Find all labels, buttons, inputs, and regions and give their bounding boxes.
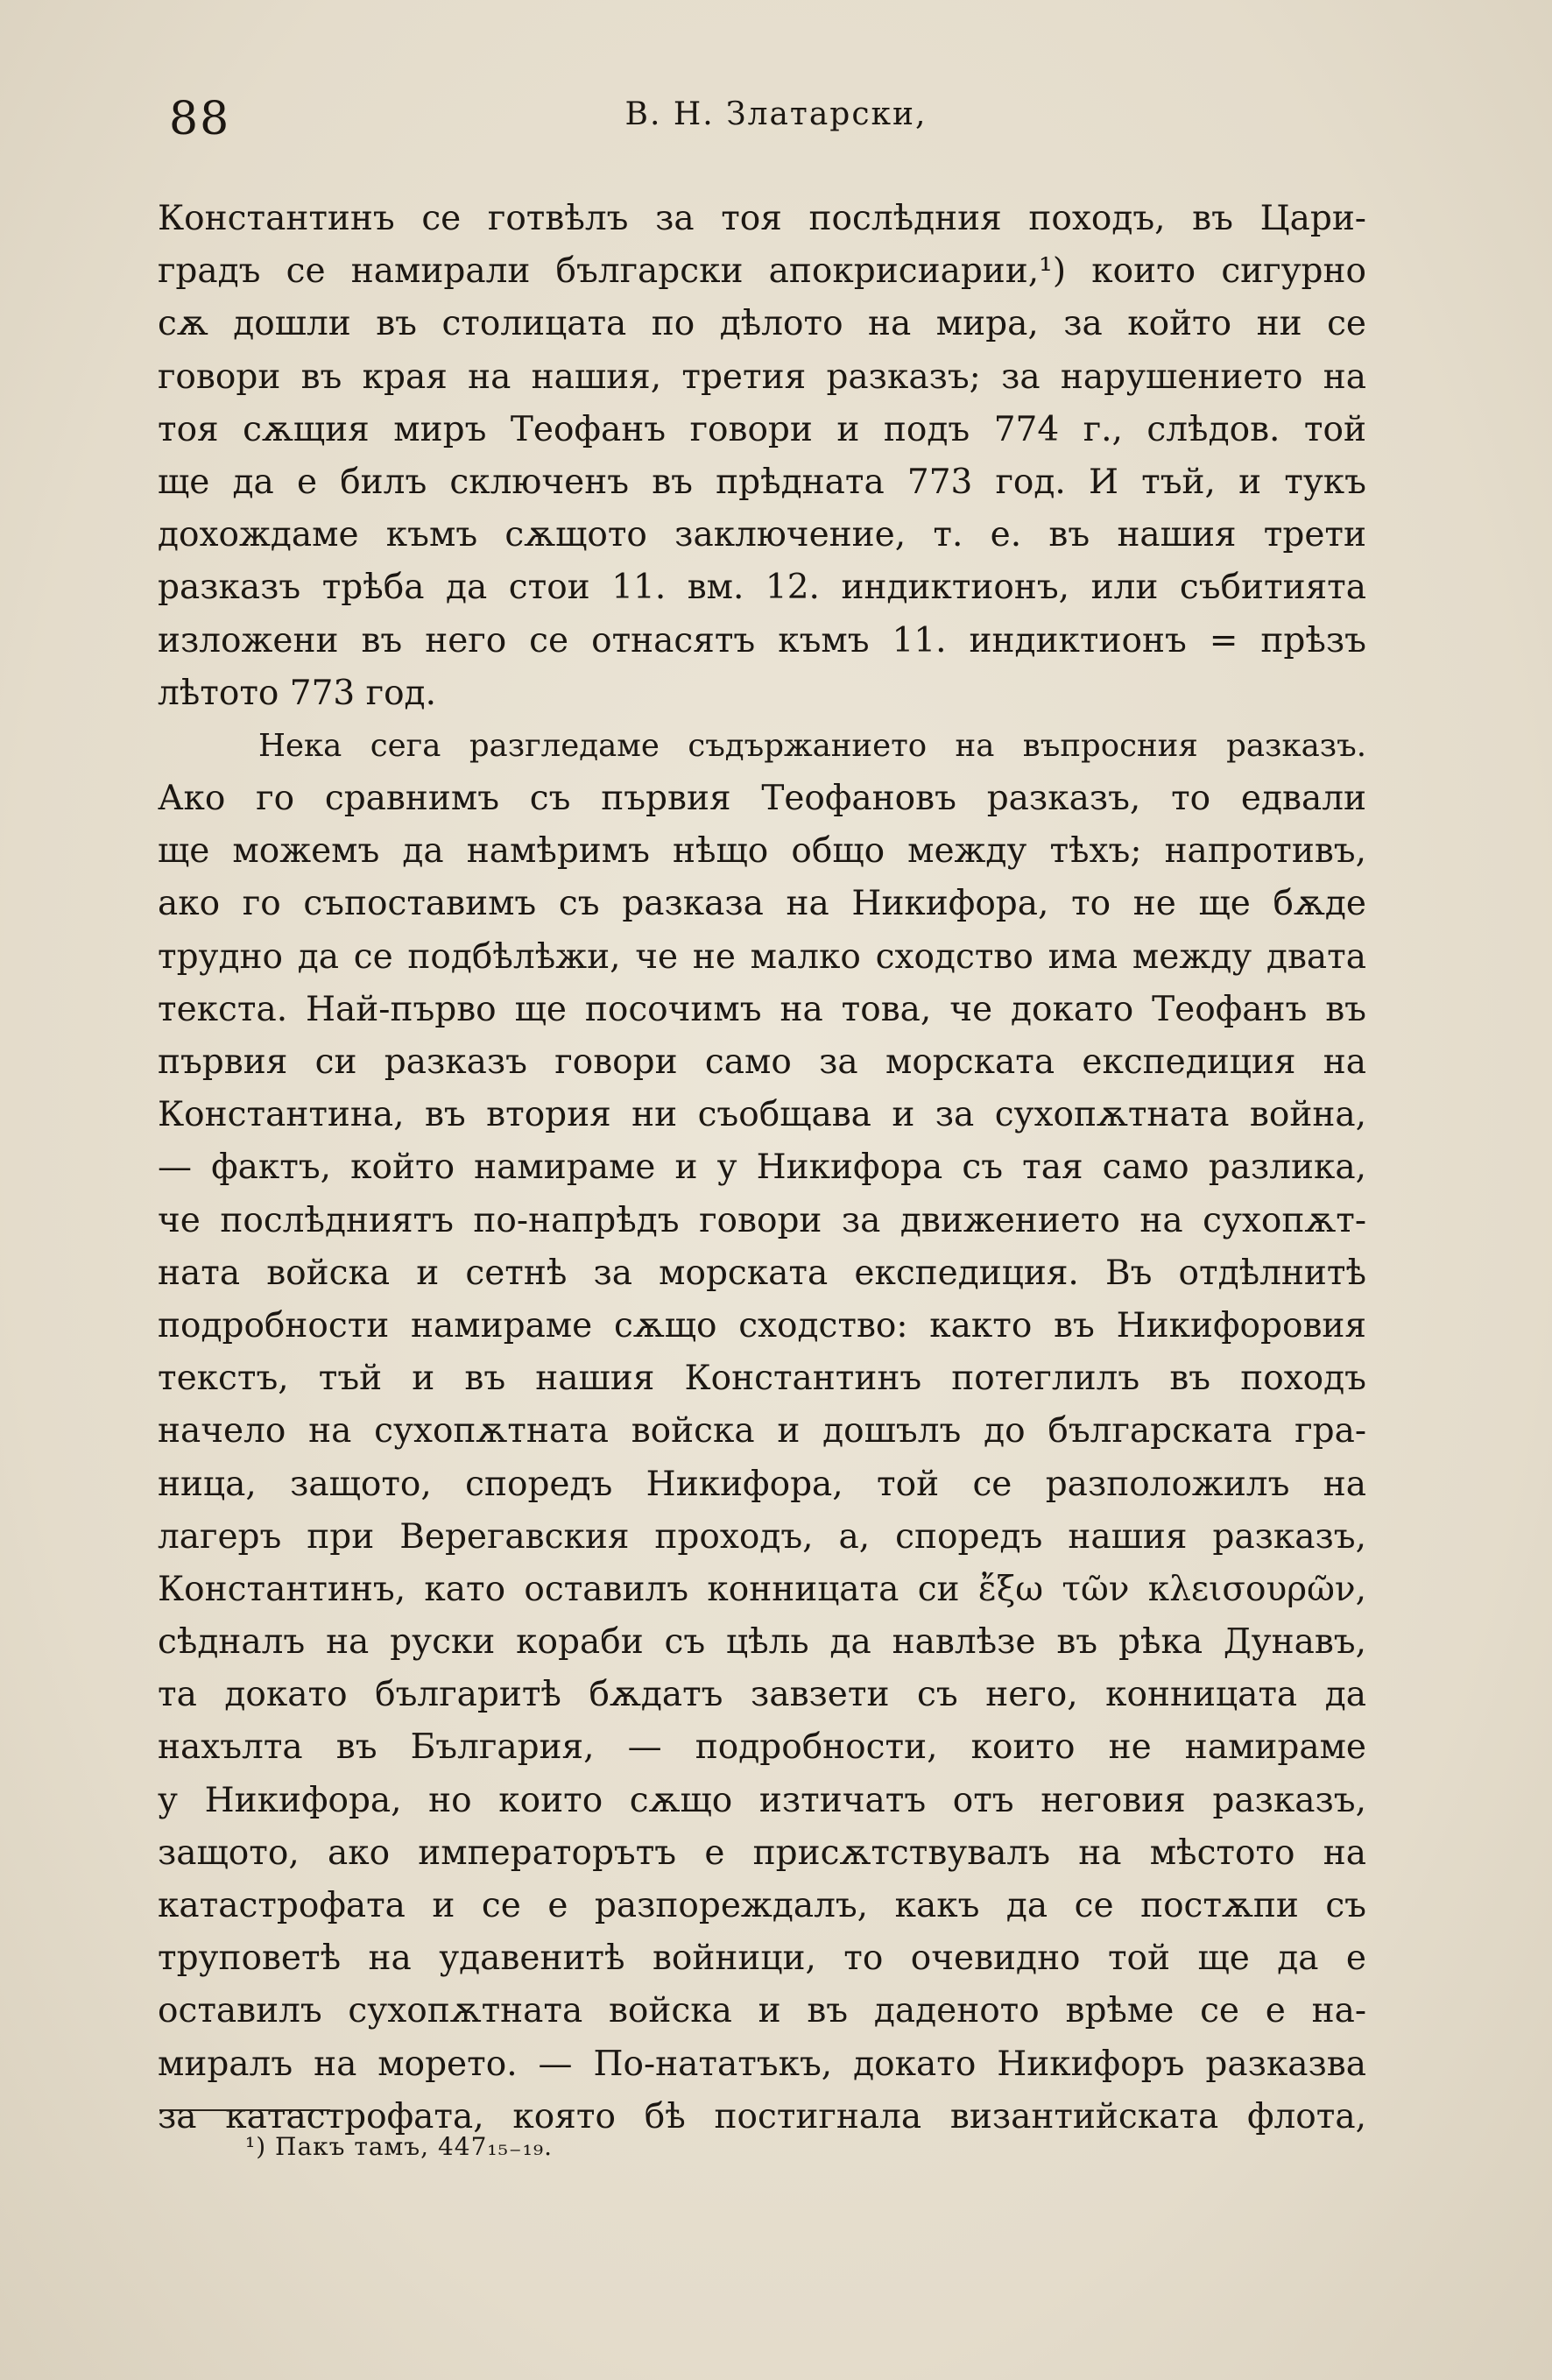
text-line: ще можемъ да намѣримъ нѣщо общо между тѣхъ; напротивъ, (158, 831, 1366, 872)
text-line: лагеръ при Верегавския проходъ, а, споредъ нашия разказъ, (158, 1516, 1366, 1557)
paragraph-end-line: лѣтото 773 год. (158, 673, 436, 713)
text-line: начело на сухопѫтната войска и дошълъ до българската гра- (158, 1411, 1366, 1451)
text-line: първия си разказъ говори само за морската експедиция на (158, 1042, 1366, 1082)
text-line: ница, защото, споредъ Никифора, той се разположилъ на (158, 1464, 1366, 1504)
text-line: ната войска и сетнѣ за морската експедиция. Въ отдѣлнитѣ (158, 1253, 1366, 1293)
text-line: та докато българитѣ бѫдатъ завзети съ него, конницата да (158, 1675, 1366, 1715)
text-line: ако го съпоставимъ съ разказа на Никифора, то не ще бѫде (158, 884, 1366, 924)
text-line: сѫ дошли въ столицата по дѣлото на мира, за който ни се (158, 304, 1366, 344)
text-line: нахълта въ България, — подробности, които не намираме (158, 1727, 1366, 1768)
page-number: 88 (169, 93, 231, 145)
text-line: текстъ, тъй и въ нашия Константинъ потеглилъ въ походъ (158, 1359, 1366, 1399)
text-line: тоя сѫщия миръ Теофанъ говори и подъ 774 г., слѣдов. той (158, 409, 1366, 449)
running-title: В. Н. Златарски, (624, 96, 928, 132)
text-line: защото, ако императорътъ е присѫтствувалъ на мѣстото на (158, 1833, 1366, 1873)
text-line: говори въ края на нашия, третия разказъ; за нарушението на (158, 357, 1366, 397)
text-line: изложени въ него се отнасятъ къмъ 11. индиктионъ = прѣзъ (158, 620, 1366, 660)
text-line: у Никифора, но които сѫщо изтичатъ отъ неговия разказъ, (158, 1780, 1366, 1820)
text-line: че послѣдниятъ по-напрѣдъ говори за движението на сухопѫт- (158, 1200, 1366, 1240)
text-line: градъ се намирали български апокрисиарии,¹) които сигурно (158, 251, 1366, 292)
footnote-rule (159, 2109, 330, 2111)
text-line: сѣдналъ на руски кораби съ цѣль да навлѣзе въ рѣка Дунавъ, (158, 1622, 1366, 1663)
text-line: труповетѣ на удавенитѣ войници, то очевидно той ще да е (158, 1939, 1366, 1979)
text-line: миралъ на морето. — По-нататъкъ, докато Никифоръ разказва (158, 2044, 1366, 2084)
text-line: текста. Най-първо ще посочимъ на това, че докато Теофанъ въ (158, 989, 1366, 1029)
text-line: Константинъ, като оставилъ конницата си ἔξω τῶν κλεισουρῶν, (158, 1569, 1366, 1609)
text-line: дохождаме къмъ сѫщото заключение, т. е. въ нашия трети (158, 515, 1366, 555)
footnote: ¹) Пакъ тамъ, 447₁₅₋₁₉. (245, 2132, 553, 2161)
text-line: подробности намираме сѫщо сходство: както въ Никифоровия (158, 1305, 1366, 1345)
text-line: оставилъ сухопѫтната войска и въ даденото врѣме се е на- (158, 1991, 1366, 2031)
body-text (158, 193, 1366, 2143)
text-line: Константина, въ втория ни съобщава и за сухопѫтната война, (158, 1095, 1366, 1135)
text-line: разказъ трѣба да стои 11. вм. 12. индиктионъ, или събитията (158, 568, 1366, 608)
text-line: за катастрофата, която бѣ постигнала византийската флота, (158, 2096, 1366, 2136)
text-line: Ако го сравнимъ съ първия Теофановъ разказъ, то едвали (158, 779, 1366, 819)
text-line: ще да е билъ сключенъ въ прѣдната 773 год. И тъй, и тукъ (158, 462, 1366, 502)
paragraph-start-line: Нека сега разгледаме съдържанието на въпросния разказъ. (258, 727, 1366, 764)
text-line: трудно да се подбѣлѣжи, че не малко сходство има между двата (158, 936, 1366, 977)
text-line: Константинъ се готвѣлъ за тоя послѣдния походъ, въ Цари- (158, 199, 1366, 238)
text-line: — фактъ, който намираме и у Никифора съ тая само разлика, (158, 1148, 1366, 1188)
running-head (0, 81, 1552, 151)
text-line: катастрофата и се е разпореждалъ, какъ да се постѫпи съ (158, 1886, 1366, 1925)
